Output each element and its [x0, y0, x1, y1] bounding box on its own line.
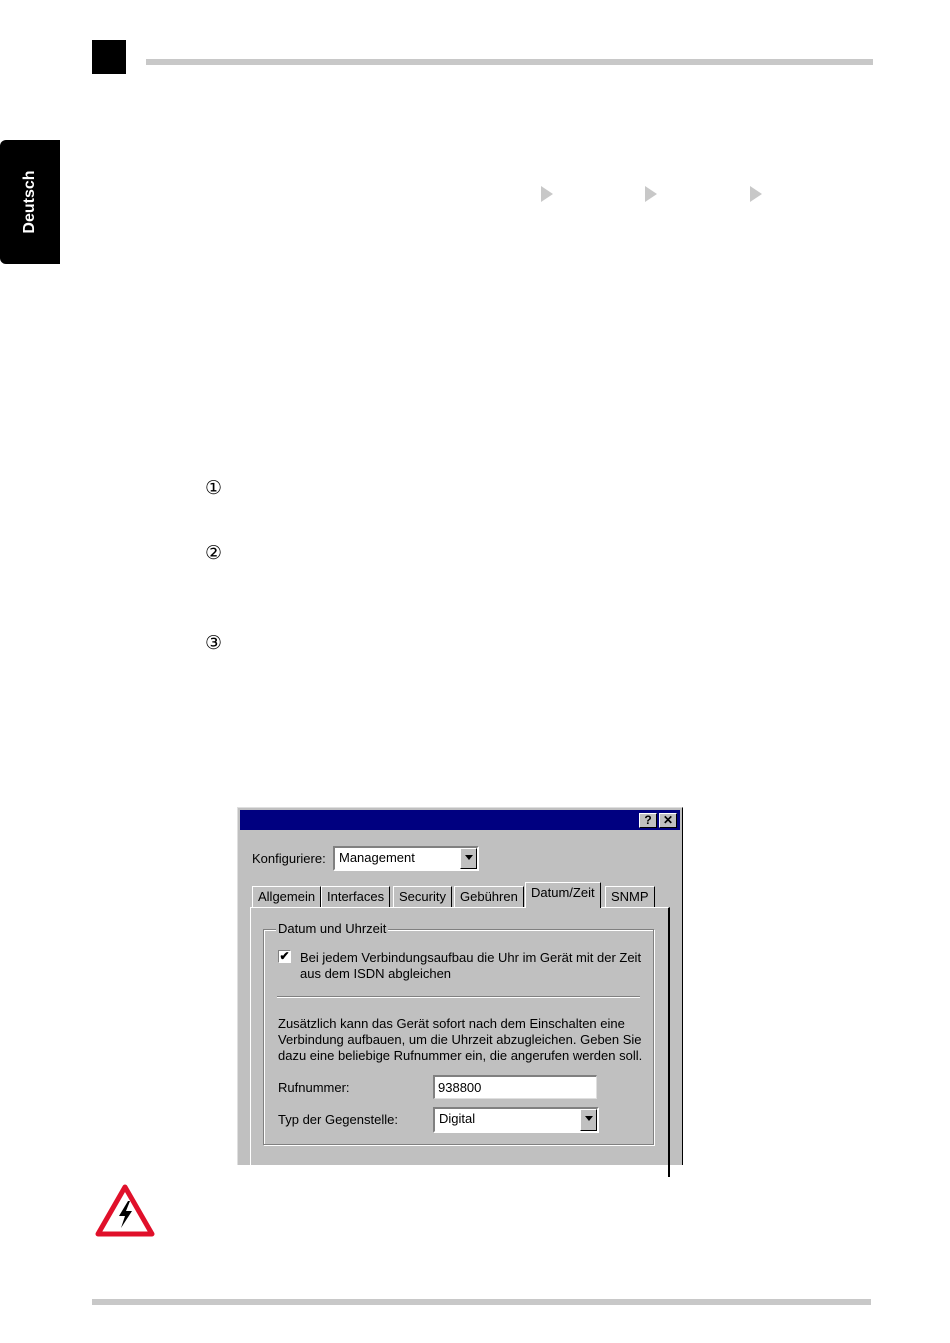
tab-gebuehren[interactable]: Gebühren — [454, 886, 524, 907]
remote-type-label: Typ der Gegenstelle: — [278, 1112, 398, 1127]
step-number-3: ③ — [205, 632, 223, 654]
header-block — [92, 40, 126, 74]
triangle-right-icon — [541, 186, 553, 202]
triangle-right-icon — [750, 186, 762, 202]
isdn-sync-label: Bei jedem Verbindungsaufbau die Uhr im Gerät mit der Zeit aus dem ISDN abgleichen — [300, 950, 642, 981]
language-side-tab — [0, 140, 60, 264]
tab-datum-zeit[interactable]: Datum/Zeit — [525, 882, 601, 908]
tab-snmp[interactable]: SNMP — [605, 886, 655, 907]
language-tab-label: Deutsch — [21, 170, 38, 234]
info-text: Zusätzlich kann das Gerät sofort nach dem Einschalten eine Verbindung aufbauen, um die Uhrzeit abzugleichen. Geben Sie dazu eine beliebige Rufnummer ein, die angerufen werden soll. — [278, 1016, 643, 1063]
remote-type-value: Digital — [439, 1111, 476, 1126]
isdn-sync-checkbox[interactable]: ✔ — [279, 949, 290, 963]
groupbox-title: Datum und Uhrzeit — [278, 921, 387, 936]
dialog-content — [237, 807, 683, 1165]
close-button[interactable]: ✕ — [659, 813, 677, 828]
help-button[interactable]: ? — [639, 813, 657, 828]
tab-security[interactable]: Security — [393, 886, 452, 907]
phone-input[interactable]: 938800 — [433, 1075, 597, 1099]
step-number-1: ① — [205, 477, 223, 499]
lightning-warning-icon — [94, 1183, 156, 1244]
tab-interfaces[interactable]: Interfaces — [321, 886, 390, 907]
configure-select-value: Management — [339, 850, 415, 865]
phone-label: Rufnummer: — [278, 1080, 350, 1095]
remote-type-select[interactable] — [433, 1107, 599, 1133]
separator — [277, 996, 640, 998]
configure-label: Konfiguriere: — [252, 851, 326, 866]
chevron-down-icon[interactable] — [580, 1109, 597, 1131]
tab-allgemein[interactable]: Allgemein — [252, 886, 321, 907]
header-rule — [146, 59, 873, 65]
step-number-2: ② — [205, 542, 223, 564]
triangle-right-icon — [645, 186, 657, 202]
footer-rule — [92, 1299, 871, 1305]
